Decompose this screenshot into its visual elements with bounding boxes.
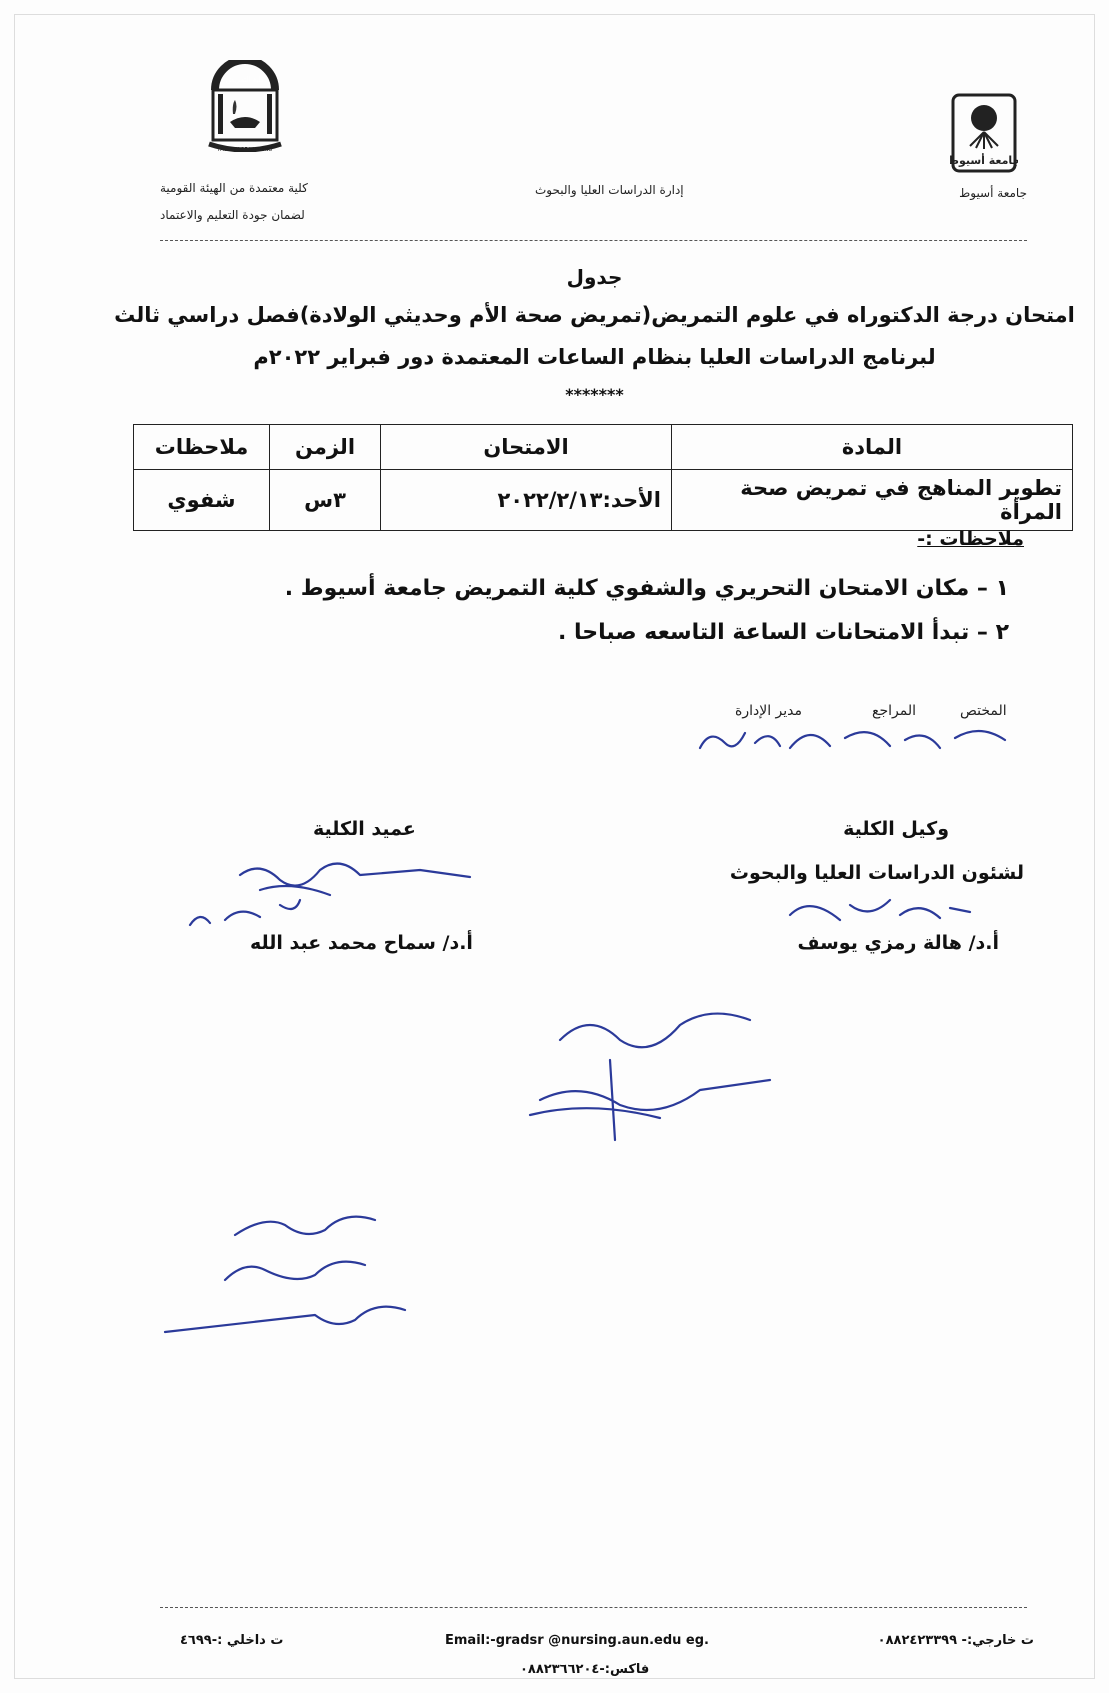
stars-separator: ******* — [565, 385, 624, 404]
footer-email: Email:-gradsr @nursing.aun.edu eg. — [445, 1633, 709, 1648]
col-header-subject: المادة — [672, 425, 1073, 470]
approval-reviewer: المراجع — [872, 703, 916, 719]
notes-title: ملاحظات :- — [917, 528, 1024, 550]
university-name: جامعة أسيوط — [959, 186, 1027, 200]
cell-remarks: شفوي — [134, 470, 270, 531]
dean-title: عميد الكلية — [313, 818, 416, 840]
vice-dean-title: وكيل الكلية — [843, 818, 949, 840]
cell-exam-date: الأحد:٢٠٢٢/٢/١٣ — [381, 470, 672, 531]
dean-name: أ.د/ سماح محمد عبد الله — [250, 932, 473, 954]
doc-title-line1: امتحان درجة الدكتوراه في علوم التمريض(تمريض صحة الأم وحديثي الولادة)فصل دراسي ثالث — [114, 303, 1075, 327]
footer-external-phone: ت خارجي:- ٠٨٨٢٤٢٣٣٩٩ — [877, 1633, 1034, 1648]
university-logo — [950, 92, 1018, 174]
table-row — [134, 470, 1073, 531]
approval-signature-center — [520, 1000, 800, 1160]
handwritten-note — [155, 1205, 435, 1345]
header-divider — [160, 240, 1027, 241]
footer-internal-phone: ت داخلي :-٤٦٩٩ — [180, 1633, 284, 1648]
approval-initials-handwriting — [680, 718, 1025, 758]
cell-subject: تطوير المناهج في تمريض صحة المرأة — [672, 470, 1073, 531]
doc-title-line2: لبرنامج الدراسات العليا بنظام الساعات المعتمدة دور فبراير ٢٠٢٢م — [253, 345, 936, 369]
schedule-table — [133, 424, 1073, 531]
note-item-1: ١ – مكان الامتحان التحريري والشفوي كلية التمريض جامعة أسيوط . — [284, 576, 1009, 601]
faculty-logo — [205, 60, 285, 152]
col-header-exam: الامتحان — [381, 425, 672, 470]
approval-manager: مدير الإدارة — [735, 703, 803, 719]
footer-fax: فاكس:-٠٨٨٢٣٦٦٢٠٤ — [520, 1662, 650, 1677]
page-border — [14, 14, 1095, 1679]
vice-dean-signature — [780, 890, 980, 935]
cell-duration: ٣س — [270, 470, 381, 531]
col-header-notes: ملاحظات — [134, 425, 270, 470]
faculty-logo-text-top: كلية التمريض — [225, 76, 265, 84]
col-header-time: الزمن — [270, 425, 381, 470]
vice-dean-subtitle: لشئون الدراسات العليا والبحوث — [729, 862, 1024, 884]
accreditation-line2: لضمان جودة التعليم والاعتماد — [160, 208, 305, 222]
accreditation-line1: كلية معتمدة من الهيئة القومية — [160, 181, 308, 195]
doc-heading: جدول — [566, 265, 623, 289]
department-name: إدارة الدراسات العليا والبحوث — [535, 183, 684, 197]
vice-dean-name: أ.د/ هالة رمزي يوسف — [797, 932, 999, 954]
faculty-logo-text-bottom: FACULTY OF NURSING — [217, 147, 273, 152]
note-item-2: ٢ – تبدأ الامتحانات الساعة التاسعه صباحا . — [557, 620, 1009, 645]
dean-signature — [180, 855, 480, 940]
university-logo-text: جامعة أسيوط — [950, 154, 1018, 167]
table-header-row — [134, 425, 1073, 470]
approval-specialist: المختص — [960, 703, 1007, 719]
footer-divider — [160, 1607, 1027, 1608]
